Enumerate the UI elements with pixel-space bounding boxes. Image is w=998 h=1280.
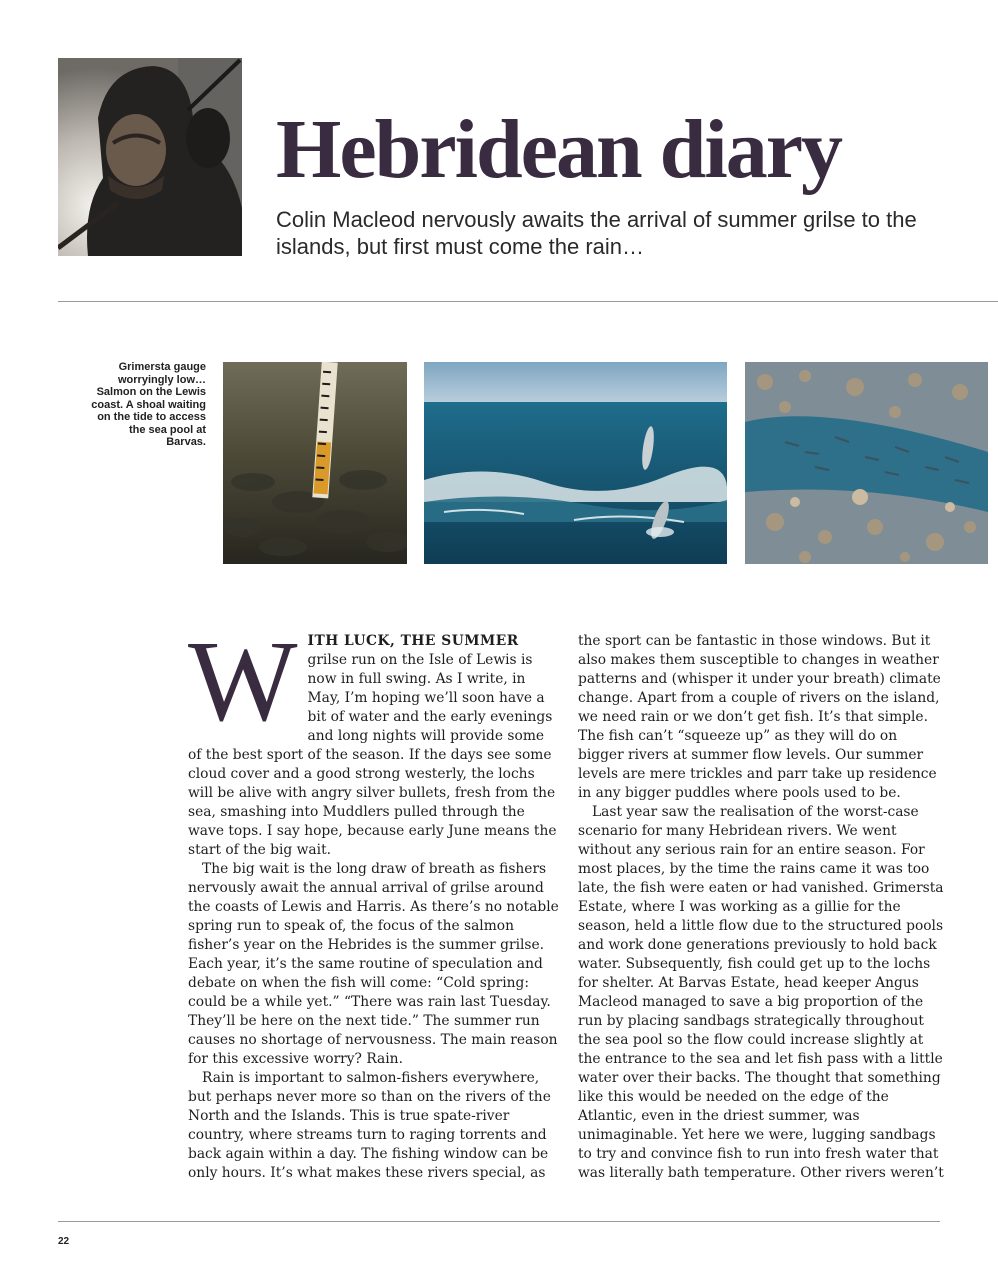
article-paragraph [188, 618, 560, 860]
article-text: grilse run on the Isle of Lewis is now in full swing. As I write, in May, I’m hoping we’ll soon have a bit of water and the early evenings and long nights will provide some of the best sport of the season. If the days see some cloud cover and a good strong westerly, the lochs will be alive with angry silver bullets, fresh from the sea, smashing into Muddlers pulled through the wave tops. I say hope, because early June means the start of the big wait. [188, 652, 557, 858]
page-number: 22 [58, 1236, 70, 1247]
article-paragraph: Rain is important to salmon-fishers everywhere, but perhaps never more so than on the rivers of the North and the Islands. This is true spate-river country, where streams turn to raging torrents and back again within a day. The fishing window can be only hours. It’s what makes these rivers special, as [188, 1070, 551, 1181]
article-paragraph: The big wait is the long draw of breath as fishers nervously await the annual arrival of grilse around the coasts of Lewis and Harris. As there’s no notable spring run to speak of, the focus of the salmon fisher’s year on the Hebrides is the summer grilse. Each year, it’s the same routine of speculation and debate on when the fish will come: “Cold spring: could be a while yet.” “There was rain last Tuesday. They’ll be here on the next tide.” The summer run causes no shortage of nervousness. The main reason for this excessive worry? Rain. [188, 861, 559, 1067]
article-paragraph: Last year saw the realisation of the worst-case scenario for many Hebridean rivers. We went without any serious rain for an entire season. For most places, by the time the rains came it was too late, the fish were eaten or had vanished. Grimersta Estate, where I was working as a gillie for the season, held a little flow due to the structured pools and work done generations previously to hold back water. Subsequently, fish could get up to the lochs for shelter. At Barvas Estate, head keeper Angus Macleod managed to save a big proportion of the run by placing sandbags strategically throughout the sea pool so the flow could increase slightly at the entrance to the sea and let fish pass with a little water over their backs. The thought that something like this would be needed on the edge of the Atlantic, even in the driest summer, was unimaginable. Yet here we were, lugging sandbags to try and convince fish to run into fresh water that was literally bath temperature. Other rivers weren’t [578, 804, 944, 1181]
drop-cap: W [188, 618, 298, 746]
shoal-photo [745, 362, 988, 564]
divider-bottom [58, 1221, 940, 1222]
article-column-2 [578, 632, 946, 1183]
author-photo [58, 58, 242, 256]
page-title: Hebridean diary [276, 103, 842, 196]
gauge-photo [223, 362, 407, 564]
photo-caption: Grimersta gauge worryingly low… Salmon on the Lewis coast. A shoal waiting on the tide to access the sea pool at Barvas. [91, 361, 206, 448]
article-column-1 [188, 618, 560, 1183]
article-lead: ITH LUCK, THE SUMMER [307, 633, 519, 649]
standfirst: Colin Macleod nervously awaits the arrival of summer grilse to the islands, but first must come the rain… [276, 207, 917, 259]
divider-top [58, 301, 998, 302]
salmon-sea-photo [424, 362, 727, 564]
article-paragraph: the sport can be fantastic in those windows. But it also makes them susceptible to changes in weather patterns and (whisper it under your breath) climate change. Apart from a couple of rivers on the island, we need rain or we don’t get fish. It’s that simple. The fish can’t “squeeze up” as they will do on bigger rivers at summer flow levels. Our summer levels are mere trickles and parr take up residence in any bigger puddles where pools used to be. [578, 633, 941, 801]
